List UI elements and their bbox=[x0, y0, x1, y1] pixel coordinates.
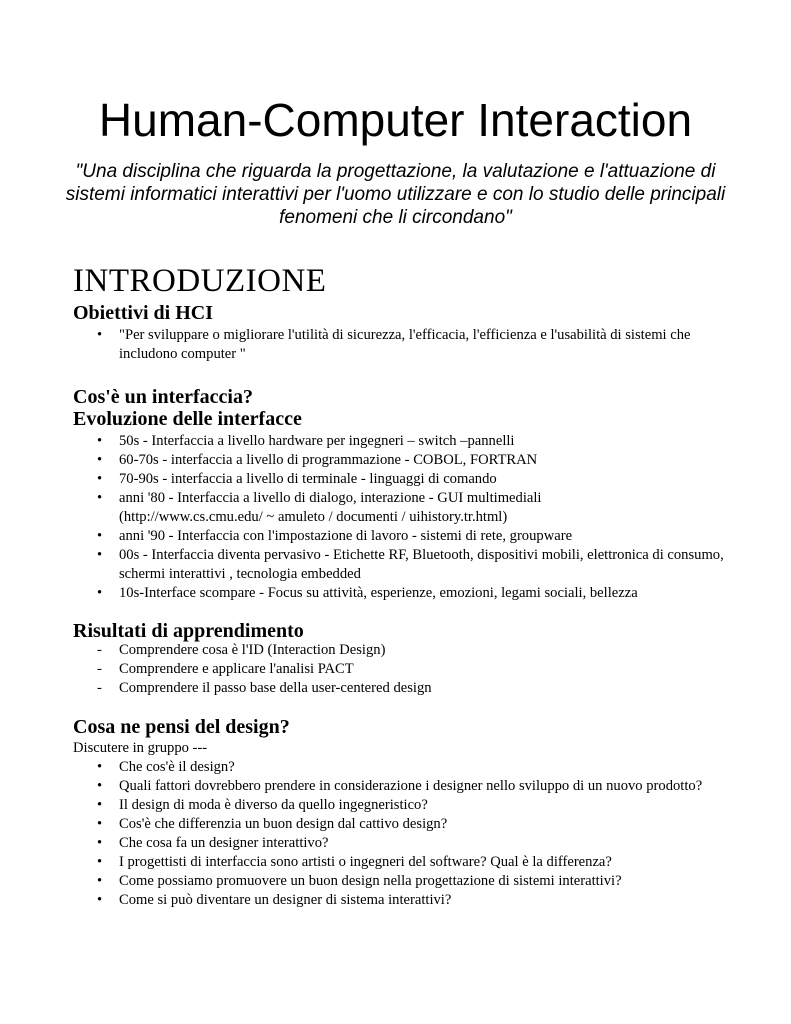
bullet-icon: • bbox=[97, 327, 103, 343]
list-item: • Che cosa fa un designer interattivo? bbox=[97, 835, 329, 851]
design-heading: Cosa ne pensi del design? bbox=[73, 716, 290, 738]
intro-heading: INTRODUZIONE bbox=[73, 263, 327, 299]
list-item: - Comprendere cosa è l'ID (Interaction Design) bbox=[97, 642, 386, 658]
dash-icon: - bbox=[97, 642, 102, 658]
bullet-icon: • bbox=[97, 816, 103, 832]
list-item: - Comprendere il passo base della user-centered design bbox=[97, 680, 432, 696]
bullet-icon: • bbox=[97, 759, 103, 775]
learning-list bbox=[73, 641, 733, 698]
list-item: • Che cos'è il design? bbox=[97, 759, 235, 775]
bullet-icon: • bbox=[97, 797, 103, 813]
bullet-icon: • bbox=[97, 892, 103, 908]
list-item: • Il design di moda è diverso da quello ingegneristico? bbox=[97, 797, 428, 813]
design-questions-list bbox=[73, 758, 733, 910]
definition-quote: "Una disciplina che riguarda la progettazione, la valutazione e l'attuazione di sistemi informatici interattivi per l'uomo utilizzare e con lo studio delle principali fenomeni che li circondano" bbox=[65, 161, 726, 228]
list-item: • 60-70s - interfaccia a livello di programmazione - COBOL, FORTRAN bbox=[97, 452, 538, 468]
bullet-icon: • bbox=[97, 547, 103, 563]
list-item: • anni '80 - Interfaccia a livello di dialogo, interazione - GUI multimediali (http://www.cs.cmu.edu/ ~ amuleto / documenti / uihistory.tr.html) bbox=[97, 490, 542, 525]
bullet-icon: • bbox=[97, 778, 103, 794]
objectives-heading: Obiettivi di HCI bbox=[73, 302, 214, 324]
evolution-heading: Evoluzione delle interfacce bbox=[73, 408, 302, 430]
list-item: • Come possiamo promuovere un buon design nella progettazione di sistemi interattivi? bbox=[97, 873, 622, 889]
bullet-icon: • bbox=[97, 433, 103, 449]
bullet-icon: • bbox=[97, 585, 103, 601]
list-item: • Cos'è che differenzia un buon design dal cattivo design? bbox=[97, 816, 448, 832]
list-item: - Comprendere e applicare l'analisi PACT bbox=[97, 661, 354, 677]
list-item: • 10s-Interface scompare - Focus su attività, esperienze, emozioni, legami sociali, bellezza bbox=[97, 585, 638, 601]
design-intro: Discutere in gruppo --- bbox=[73, 740, 208, 756]
dash-icon: - bbox=[97, 680, 102, 696]
list-item: • 70-90s - interfaccia a livello di terminale - linguaggi di comando bbox=[97, 471, 497, 487]
list-item: • "Per sviluppare o migliorare l'utilità di sicurezza, l'efficacia, l'efficienza e l'usabilità di sistemi che includono computer " bbox=[97, 327, 691, 362]
bullet-icon: • bbox=[97, 528, 103, 544]
bullet-icon: • bbox=[97, 452, 103, 468]
document-title: Human-Computer Interaction bbox=[98, 94, 693, 146]
bullet-icon: • bbox=[97, 490, 103, 506]
list-item: • I progettisti di interfaccia sono artisti o ingegneri del software? Qual è la differenza? bbox=[97, 854, 612, 870]
list-item: • Quali fattori dovrebbero prendere in considerazione i designer nello sviluppo di un nuovo prodotto? bbox=[97, 778, 703, 794]
list-item: • Come si può diventare un designer di sistema interattivi? bbox=[97, 892, 452, 908]
bullet-icon: • bbox=[97, 854, 103, 870]
objectives-list bbox=[73, 326, 693, 364]
bullet-icon: • bbox=[97, 873, 103, 889]
list-item: • 00s - Interfaccia diventa pervasivo - Etichette RF, Bluetooth, dispositivi mobili, elettronica di consumo, schermi interattivi , tecnologia embedded bbox=[97, 547, 724, 582]
interface-heading: Cos'è un interfaccia? bbox=[73, 386, 253, 408]
learning-heading: Risultati di apprendimento bbox=[73, 620, 304, 642]
bullet-icon: • bbox=[97, 835, 103, 851]
bullet-icon: • bbox=[97, 471, 103, 487]
list-item: • 50s - Interfaccia a livello hardware per ingegneri – switch –pannelli bbox=[97, 433, 515, 449]
dash-icon: - bbox=[97, 661, 102, 677]
evolution-list bbox=[73, 432, 748, 603]
list-item: • anni '90 - Interfaccia con l'impostazione di lavoro - sistemi di rete, groupware bbox=[97, 528, 573, 544]
